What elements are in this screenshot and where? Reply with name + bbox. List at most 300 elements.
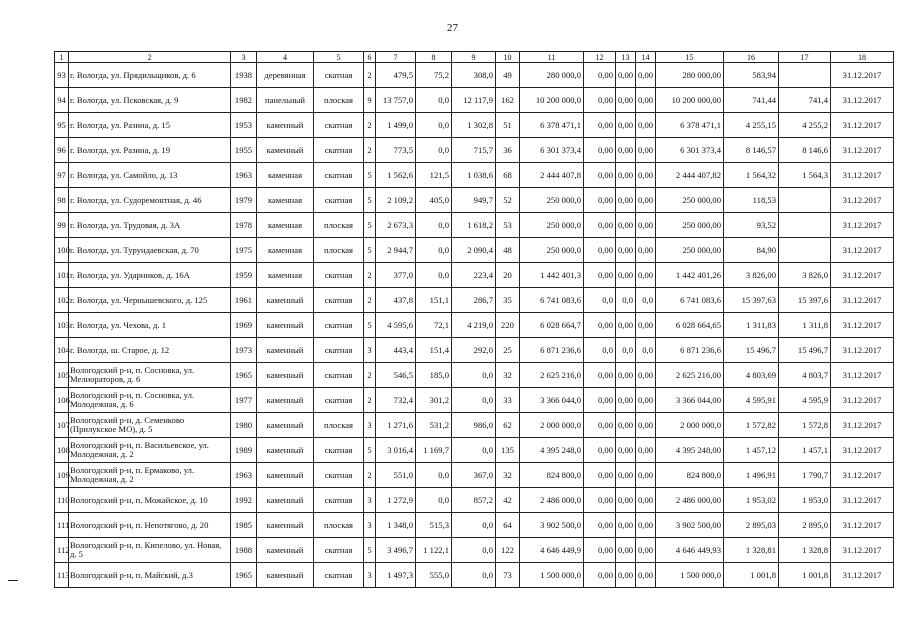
- address-cell: г. Вологда, ул. Судоремонтная, д. 46: [69, 188, 231, 213]
- table-cell: 6 871 236,6: [520, 338, 584, 363]
- table-cell: 31.12.2017: [831, 313, 894, 338]
- table-cell: 6 301 373,4: [520, 138, 584, 163]
- table-cell: 3: [364, 413, 376, 438]
- table-cell: 4 646 449,9: [520, 538, 584, 563]
- table-row: [55, 113, 894, 138]
- table-cell: 3 826,00: [724, 263, 779, 288]
- table-cell: 2: [364, 263, 376, 288]
- table-cell: 31.12.2017: [831, 88, 894, 113]
- table-cell: 1 271,6: [376, 413, 416, 438]
- table-cell: 286,7: [452, 288, 496, 313]
- address-cell: г. Вологда, ул. Разина, д. 15: [69, 113, 231, 138]
- table-cell: 1 272,9: [376, 488, 416, 513]
- table-cell: скатная: [314, 488, 364, 513]
- table-cell: 0,00: [616, 538, 636, 563]
- table-cell: 1 572,8: [779, 413, 831, 438]
- table-cell: 405,0: [416, 188, 452, 213]
- table-cell: плоская: [314, 238, 364, 263]
- table-cell: каменный: [257, 338, 314, 363]
- table-cell: 0,00: [636, 463, 656, 488]
- table-cell: 0,00: [636, 113, 656, 138]
- table-cell: 2 090,4: [452, 238, 496, 263]
- table-cell: 112: [55, 538, 69, 563]
- table-cell: 1978: [231, 213, 257, 238]
- address-cell: г. Вологда, ул. Чехова, д. 1: [69, 313, 231, 338]
- table-cell: 0,00: [636, 413, 656, 438]
- table-cell: 151,4: [416, 338, 452, 363]
- table-cell: плоская: [314, 513, 364, 538]
- table-cell: скатная: [314, 363, 364, 388]
- address-cell: Вологодский р-н, п. Непотягово, д. 20: [69, 513, 231, 538]
- table-cell: каменный: [257, 513, 314, 538]
- table-cell: 9: [364, 88, 376, 113]
- table-cell: 250 000,0: [520, 238, 584, 263]
- table-cell: 1 457,1: [779, 438, 831, 463]
- table-cell: каменная: [257, 238, 314, 263]
- table-cell: 479,5: [376, 63, 416, 88]
- table-row: [55, 213, 894, 238]
- table-cell: 1 618,2: [452, 213, 496, 238]
- table-cell: 4 803,7: [779, 363, 831, 388]
- header-cell: 16: [724, 52, 779, 63]
- table-cell: 2: [364, 138, 376, 163]
- table-cell: 1 500 000,0: [656, 563, 724, 588]
- table-cell: 0,0: [416, 488, 452, 513]
- table-cell: 31.12.2017: [831, 363, 894, 388]
- table-cell: 32: [496, 463, 520, 488]
- table-cell: 250 000,00: [656, 213, 724, 238]
- table-cell: 0,0: [636, 288, 656, 313]
- table-cell: 0,0: [416, 138, 452, 163]
- table-cell: 3: [364, 338, 376, 363]
- table-cell: 551,0: [376, 463, 416, 488]
- table-cell: 0,00: [636, 213, 656, 238]
- table-cell: 6 028 664,7: [520, 313, 584, 338]
- table-cell: 0,0: [452, 363, 496, 388]
- table-cell: 122: [496, 538, 520, 563]
- table-cell: 4 595,9: [779, 388, 831, 413]
- address-cell: Вологодский р-н, д. Семенково (Прилукское МО), д. 5: [69, 413, 231, 438]
- address-cell: г. Вологда, ш. Старое, д. 12: [69, 338, 231, 363]
- table-cell: 1 562,6: [376, 163, 416, 188]
- table-cell: 583,94: [724, 63, 779, 88]
- address-cell: г. Вологда, ул. Самойло, д. 13: [69, 163, 231, 188]
- table-cell: 1963: [231, 463, 257, 488]
- table-cell: 531,2: [416, 413, 452, 438]
- header-cell: 3: [231, 52, 257, 63]
- table-cell: 68: [496, 163, 520, 188]
- table-cell: 0,00: [616, 163, 636, 188]
- table-cell: 0,0: [416, 263, 452, 288]
- table-cell: 250 000,00: [656, 188, 724, 213]
- table-cell: 0,00: [636, 313, 656, 338]
- table-cell: 4 595,6: [376, 313, 416, 338]
- table-cell: 0,0: [452, 563, 496, 588]
- header-cell: 13: [616, 52, 636, 63]
- table-cell: 1 457,12: [724, 438, 779, 463]
- table-cell: 98: [55, 188, 69, 213]
- table-cell: 2: [364, 388, 376, 413]
- table-cell: 6 028 664,65: [656, 313, 724, 338]
- table-cell: 1 953,0: [779, 488, 831, 513]
- table-cell: 12 117,9: [452, 88, 496, 113]
- table-cell: 0,0: [416, 88, 452, 113]
- table-cell: 443,4: [376, 338, 416, 363]
- table-cell: 162: [496, 88, 520, 113]
- table-cell: скатная: [314, 288, 364, 313]
- table-cell: 0,00: [636, 88, 656, 113]
- table-cell: 1 572,82: [724, 413, 779, 438]
- header-cell: 2: [69, 52, 231, 63]
- table-cell: плоская: [314, 413, 364, 438]
- table-cell: 1988: [231, 538, 257, 563]
- header-cell: 1: [55, 52, 69, 63]
- table-cell: 1 442 401,26: [656, 263, 724, 288]
- table-cell: 42: [496, 488, 520, 513]
- housing-repair-table: [54, 51, 894, 588]
- table-cell: 6 741 083,6: [656, 288, 724, 313]
- table-cell: 824 800,0: [656, 463, 724, 488]
- table-body: [55, 52, 894, 588]
- table-cell: 31.12.2017: [831, 238, 894, 263]
- table-cell: 0,00: [616, 313, 636, 338]
- table-cell: 0,00: [616, 388, 636, 413]
- table-cell: 0,0: [452, 538, 496, 563]
- table-cell: 102: [55, 288, 69, 313]
- table-cell: 96: [55, 138, 69, 163]
- table-cell: каменная: [257, 163, 314, 188]
- table-cell: 0,00: [616, 413, 636, 438]
- table-cell: 31.12.2017: [831, 338, 894, 363]
- table-cell: 97: [55, 163, 69, 188]
- table-cell: 0,00: [584, 113, 616, 138]
- table-row: [55, 363, 894, 388]
- table-cell: 0,00: [584, 138, 616, 163]
- table-cell: 4 219,0: [452, 313, 496, 338]
- table-cell: 31.12.2017: [831, 113, 894, 138]
- table-cell: 2: [364, 63, 376, 88]
- table-cell: 31.12.2017: [831, 288, 894, 313]
- table-cell: каменный: [257, 388, 314, 413]
- table-row: [55, 313, 894, 338]
- table-cell: 5: [364, 188, 376, 213]
- table-cell: 377,0: [376, 263, 416, 288]
- table-cell: 2 486 000,0: [520, 488, 584, 513]
- table-cell: 6 741 083,6: [520, 288, 584, 313]
- header-cell: 11: [520, 52, 584, 63]
- table-cell: 741,4: [779, 88, 831, 113]
- table-cell: 0,00: [636, 263, 656, 288]
- table-cell: 5: [364, 163, 376, 188]
- table-cell: 0,0: [616, 338, 636, 363]
- table-cell: 1 564,3: [779, 163, 831, 188]
- table-cell: 1 311,8: [779, 313, 831, 338]
- table-cell: 31.12.2017: [831, 388, 894, 413]
- table-cell: 280 000,0: [520, 63, 584, 88]
- table-cell: [779, 63, 831, 88]
- table-cell: 986,0: [452, 413, 496, 438]
- table-cell: 223,4: [452, 263, 496, 288]
- table-cell: 31.12.2017: [831, 488, 894, 513]
- table-cell: 1938: [231, 63, 257, 88]
- table-cell: 5: [364, 538, 376, 563]
- table-cell: 0,00: [616, 463, 636, 488]
- table-cell: 250 000,0: [520, 213, 584, 238]
- table-cell: 0,00: [584, 188, 616, 213]
- table-cell: 1965: [231, 563, 257, 588]
- table-cell: 0,0: [616, 288, 636, 313]
- table-cell: 1989: [231, 438, 257, 463]
- table-cell: 1961: [231, 288, 257, 313]
- table-cell: скатная: [314, 263, 364, 288]
- table-cell: скатная: [314, 188, 364, 213]
- table-cell: 118,53: [724, 188, 779, 213]
- table-cell: 0,00: [616, 188, 636, 213]
- table-cell: 1973: [231, 338, 257, 363]
- table-cell: скатная: [314, 313, 364, 338]
- table-cell: 100: [55, 238, 69, 263]
- table-cell: каменный: [257, 313, 314, 338]
- table-cell: 1 169,7: [416, 438, 452, 463]
- table-cell: 64: [496, 513, 520, 538]
- table-cell: 1 790,7: [779, 463, 831, 488]
- table-cell: 0,00: [616, 438, 636, 463]
- table-cell: 108: [55, 438, 69, 463]
- table-row: [55, 263, 894, 288]
- header-cell: 9: [452, 52, 496, 63]
- table-cell: 0,00: [584, 88, 616, 113]
- table-cell: 2 444 407,8: [520, 163, 584, 188]
- table-cell: 1985: [231, 513, 257, 538]
- table-cell: 36: [496, 138, 520, 163]
- table-cell: 2 944,7: [376, 238, 416, 263]
- table-row: [55, 413, 894, 438]
- table-cell: 151,1: [416, 288, 452, 313]
- table-cell: 110: [55, 488, 69, 513]
- table-cell: 4 255,15: [724, 113, 779, 138]
- table-cell: каменная: [257, 188, 314, 213]
- table-cell: 1 311,83: [724, 313, 779, 338]
- table-cell: 93: [55, 63, 69, 88]
- header-cell: 17: [779, 52, 831, 63]
- table-cell: 4 255,2: [779, 113, 831, 138]
- table-cell: 0,00: [636, 163, 656, 188]
- table-row: [55, 188, 894, 213]
- address-cell: Вологодский р-н, п. Васильевское, ул. Молодежная, д. 2: [69, 438, 231, 463]
- table-cell: 109: [55, 463, 69, 488]
- table-cell: 0,00: [636, 438, 656, 463]
- table-cell: 1969: [231, 313, 257, 338]
- table-cell: 4 595,91: [724, 388, 779, 413]
- table-cell: 0,0: [452, 438, 496, 463]
- table-row: [55, 238, 894, 263]
- table-cell: 25: [496, 338, 520, 363]
- table-cell: 0,00: [616, 138, 636, 163]
- table-cell: 106: [55, 388, 69, 413]
- table-cell: 0,00: [616, 363, 636, 388]
- header-row: [55, 52, 894, 63]
- table-cell: 2 895,0: [779, 513, 831, 538]
- table-cell: 1955: [231, 138, 257, 163]
- header-cell: 15: [656, 52, 724, 63]
- table-row: [55, 88, 894, 113]
- table-cell: 1 564,32: [724, 163, 779, 188]
- table-cell: 280 000,00: [656, 63, 724, 88]
- table-cell: 0,00: [636, 188, 656, 213]
- address-cell: Вологодский р-н, п. Сосновка, ул. Молодежная, д. 6: [69, 388, 231, 413]
- table-cell: 0,0: [584, 288, 616, 313]
- table-cell: каменный: [257, 138, 314, 163]
- table-cell: каменный: [257, 563, 314, 588]
- table-cell: плоская: [314, 213, 364, 238]
- table-cell: 1982: [231, 88, 257, 113]
- table-row: [55, 163, 894, 188]
- table-cell: 1980: [231, 413, 257, 438]
- table-cell: 2 673,3: [376, 213, 416, 238]
- address-cell: г. Вологда, ул. Прядильщиков, д. 6: [69, 63, 231, 88]
- table-cell: 949,7: [452, 188, 496, 213]
- table-cell: 1963: [231, 163, 257, 188]
- table-cell: 0,00: [636, 388, 656, 413]
- table-cell: [779, 213, 831, 238]
- table-cell: 95: [55, 113, 69, 138]
- table-cell: 31.12.2017: [831, 463, 894, 488]
- table-cell: 2 625 216,0: [520, 363, 584, 388]
- table-cell: 4 803,69: [724, 363, 779, 388]
- table-cell: 33: [496, 388, 520, 413]
- table-cell: 0,00: [636, 138, 656, 163]
- table-cell: 0,00: [584, 213, 616, 238]
- address-cell: Вологодский р-н, п. Можайское, д. 10: [69, 488, 231, 513]
- table-cell: 250 000,0: [520, 188, 584, 213]
- table-cell: 0,00: [584, 463, 616, 488]
- table-cell: 2 444 407,82: [656, 163, 724, 188]
- table-cell: 301,2: [416, 388, 452, 413]
- table-cell: 0,00: [616, 563, 636, 588]
- table-cell: 1 500 000,0: [520, 563, 584, 588]
- table-cell: 0,00: [584, 263, 616, 288]
- table-cell: 1 499,0: [376, 113, 416, 138]
- table-cell: 0,00: [636, 538, 656, 563]
- table-cell: 31.12.2017: [831, 538, 894, 563]
- table-cell: 10 200 000,0: [520, 88, 584, 113]
- table-cell: 84,90: [724, 238, 779, 263]
- table-cell: 1 348,0: [376, 513, 416, 538]
- address-cell: г. Вологда, ул. Псковская, д. 9: [69, 88, 231, 113]
- table-cell: скатная: [314, 388, 364, 413]
- address-cell: г. Вологда, ул. Трудовая, д. 3А: [69, 213, 231, 238]
- table-cell: 0,00: [584, 63, 616, 88]
- table-cell: 715,7: [452, 138, 496, 163]
- table-cell: 555,0: [416, 563, 452, 588]
- address-cell: Вологодский р-н, п. Кипелово, ул. Новая, д. 5: [69, 538, 231, 563]
- table-cell: 32: [496, 363, 520, 388]
- address-cell: г. Вологда, ул. Турундаевская, д. 70: [69, 238, 231, 263]
- table-cell: 0,00: [616, 488, 636, 513]
- header-cell: 18: [831, 52, 894, 63]
- table-cell: 3 902 500,00: [656, 513, 724, 538]
- table-cell: 0,00: [616, 513, 636, 538]
- table-cell: 0,00: [636, 363, 656, 388]
- table-cell: 31.12.2017: [831, 188, 894, 213]
- table-cell: 732,4: [376, 388, 416, 413]
- table-cell: [779, 238, 831, 263]
- header-cell: 6: [364, 52, 376, 63]
- table-cell: 1977: [231, 388, 257, 413]
- table-cell: 824 800,0: [520, 463, 584, 488]
- table-cell: 113: [55, 563, 69, 588]
- table-cell: 185,0: [416, 363, 452, 388]
- header-cell: 14: [636, 52, 656, 63]
- table-cell: 3 366 044,00: [656, 388, 724, 413]
- header-cell: 8: [416, 52, 452, 63]
- table-cell: 2: [364, 463, 376, 488]
- table-cell: 857,2: [452, 488, 496, 513]
- table-cell: 1953: [231, 113, 257, 138]
- table-cell: каменный: [257, 488, 314, 513]
- table-cell: 5: [364, 438, 376, 463]
- table-cell: 2 625 216,00: [656, 363, 724, 388]
- table-cell: 0,00: [616, 238, 636, 263]
- table-cell: каменный: [257, 438, 314, 463]
- table-cell: скатная: [314, 463, 364, 488]
- table-cell: 1 496,91: [724, 463, 779, 488]
- table-cell: 8 146,57: [724, 138, 779, 163]
- table-cell: 72,1: [416, 313, 452, 338]
- table-cell: 0,00: [584, 163, 616, 188]
- header-cell: 12: [584, 52, 616, 63]
- address-cell: г. Вологда, ул. Чернышевского, д. 125: [69, 288, 231, 313]
- table-cell: 0,0: [416, 113, 452, 138]
- table-cell: 13 757,0: [376, 88, 416, 113]
- table-cell: 121,5: [416, 163, 452, 188]
- table-cell: 1 001,8: [779, 563, 831, 588]
- table-cell: 2: [364, 288, 376, 313]
- table-cell: 0,00: [584, 413, 616, 438]
- table-cell: 250 000,00: [656, 238, 724, 263]
- table-cell: скатная: [314, 563, 364, 588]
- table-cell: каменная: [257, 213, 314, 238]
- table-cell: плоская: [314, 88, 364, 113]
- table-cell: 0,00: [636, 488, 656, 513]
- table-cell: 0,00: [636, 563, 656, 588]
- table-cell: деревянная: [257, 63, 314, 88]
- table-cell: 0,00: [584, 538, 616, 563]
- table-cell: 6 871 236,6: [656, 338, 724, 363]
- table-cell: 3 016,4: [376, 438, 416, 463]
- table-cell: 1992: [231, 488, 257, 513]
- table-cell: 31.12.2017: [831, 163, 894, 188]
- table-cell: 0,0: [636, 338, 656, 363]
- table-cell: скатная: [314, 138, 364, 163]
- table-cell: 35: [496, 288, 520, 313]
- table-cell: 3 366 044,0: [520, 388, 584, 413]
- table-cell: каменная: [257, 263, 314, 288]
- address-cell: г. Вологда, ул. Ударников, д. 16А: [69, 263, 231, 288]
- table-cell: 546,5: [376, 363, 416, 388]
- table-cell: 2 000 000,0: [656, 413, 724, 438]
- table-cell: каменный: [257, 538, 314, 563]
- table-cell: 103: [55, 313, 69, 338]
- table-cell: 0,00: [636, 238, 656, 263]
- table-cell: скатная: [314, 63, 364, 88]
- table-cell: 15 496,7: [779, 338, 831, 363]
- table-cell: 20: [496, 263, 520, 288]
- table-cell: каменный: [257, 363, 314, 388]
- table-row: [55, 538, 894, 563]
- table-cell: 0,0: [452, 388, 496, 413]
- table-cell: скатная: [314, 438, 364, 463]
